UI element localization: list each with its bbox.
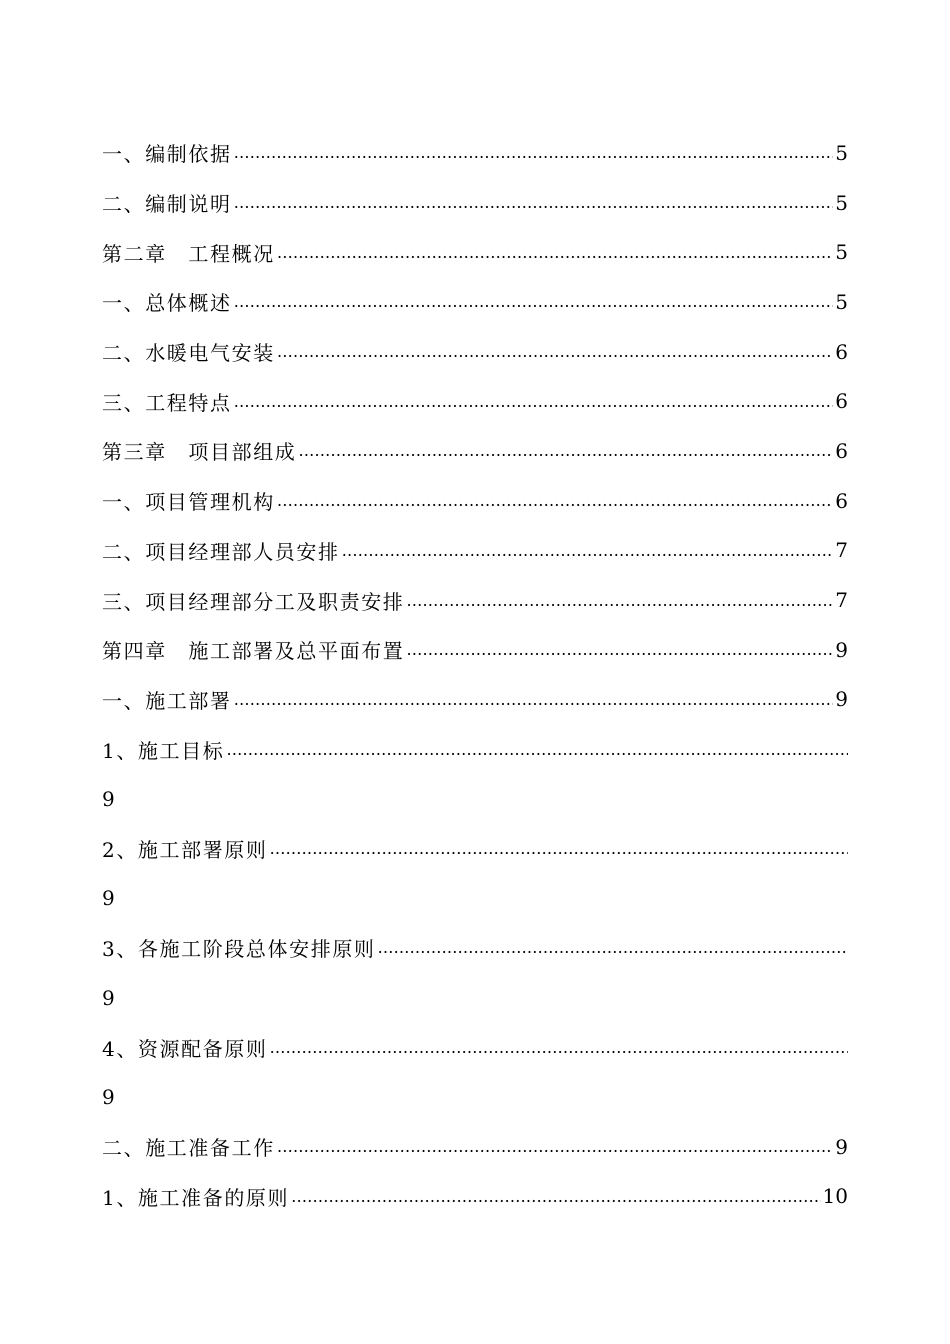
toc-entry-page: 5	[835, 190, 848, 215]
dot-leader	[234, 143, 834, 162]
dot-leader	[277, 243, 833, 262]
toc-entry-page: 9	[835, 1134, 848, 1159]
toc-entry-title: 3、各施工阶段总体安排原则	[102, 937, 376, 962]
toc-entry[interactable]	[102, 476, 848, 526]
toc-entry-page: 5	[835, 289, 848, 314]
toc-entry-page: 5	[835, 140, 848, 165]
toc-entry-title: 三、工程特点	[102, 390, 232, 415]
toc-entry-page: 6	[835, 488, 848, 513]
dot-leader	[270, 1038, 848, 1057]
toc-entry-title: 第二章 工程概况	[102, 241, 275, 266]
toc-entry-title: 1、施工准备的原则	[102, 1185, 290, 1210]
toc-entry-title: 第四章 施工部署及总平面布置	[102, 639, 405, 664]
toc-entry-title: 2、施工部署原则	[102, 837, 268, 862]
toc-entry-page: 9	[835, 637, 848, 662]
toc-entry-title: 一、项目管理机构	[102, 490, 275, 515]
toc-entry[interactable]	[102, 178, 848, 228]
toc-entry[interactable]	[102, 1171, 848, 1221]
toc-entry-title: 二、水暖电气安装	[102, 341, 275, 366]
dot-leader	[298, 441, 833, 460]
dot-leader	[270, 839, 848, 858]
toc-entry-title: 二、施工准备工作	[102, 1136, 275, 1161]
dot-leader	[234, 292, 834, 311]
toc-entry-page: 9	[102, 1084, 115, 1109]
toc-entry-page: 9	[102, 886, 115, 911]
dot-leader	[406, 640, 833, 659]
toc-entry[interactable]	[102, 1122, 848, 1172]
dot-leader	[342, 541, 834, 560]
toc-entry[interactable]	[102, 1022, 848, 1072]
toc-entry[interactable]	[102, 575, 848, 625]
dot-leader	[277, 342, 833, 361]
toc-entry-page: 6	[835, 438, 848, 463]
toc-entry[interactable]	[102, 227, 848, 277]
dot-leader	[277, 491, 833, 510]
dot-leader	[226, 740, 848, 759]
toc-entry-title: 第三章 项目部组成	[102, 440, 297, 465]
toc-entry-title: 一、编制依据	[102, 142, 232, 167]
toc-entry[interactable]	[102, 426, 848, 476]
dot-leader	[291, 1187, 820, 1206]
toc-entry-page: 9	[102, 786, 115, 811]
toc-entry-page: 9	[835, 687, 848, 712]
dot-leader	[234, 193, 834, 212]
table-of-contents	[102, 128, 848, 1221]
toc-entry-page: 10	[822, 1184, 848, 1209]
toc-entry-page: 7	[835, 538, 848, 563]
toc-entry-title: 二、编制说明	[102, 192, 232, 217]
toc-entry[interactable]	[102, 724, 848, 774]
toc-entry[interactable]	[102, 625, 848, 675]
toc-entry-title: 一、施工部署	[102, 688, 232, 713]
toc-entry-title: 二、项目经理部人员安排	[102, 539, 340, 564]
toc-entry[interactable]	[102, 923, 848, 973]
toc-entry[interactable]	[102, 376, 848, 426]
toc-entry-page: 5	[835, 240, 848, 265]
toc-entry[interactable]	[102, 327, 848, 377]
toc-entry-title: 1、施工目标	[102, 738, 225, 763]
toc-entry[interactable]	[102, 526, 848, 576]
toc-entry-title: 一、总体概述	[102, 291, 232, 316]
dot-leader	[378, 938, 848, 957]
toc-entry-title: 4、资源配备原则	[102, 1036, 268, 1061]
toc-entry-page: 6	[835, 389, 848, 414]
dot-leader	[277, 1137, 833, 1156]
dot-leader	[234, 392, 834, 411]
toc-entry[interactable]	[102, 277, 848, 327]
dot-leader	[406, 591, 833, 610]
toc-entry-page: 6	[835, 339, 848, 364]
toc-entry-page: 9	[102, 985, 115, 1010]
toc-entry-page: 7	[835, 588, 848, 613]
toc-entry[interactable]	[102, 675, 848, 725]
toc-entry-title: 三、项目经理部分工及职责安排	[102, 589, 405, 614]
toc-entry[interactable]	[102, 824, 848, 874]
dot-leader	[234, 690, 834, 709]
toc-entry[interactable]	[102, 128, 848, 178]
